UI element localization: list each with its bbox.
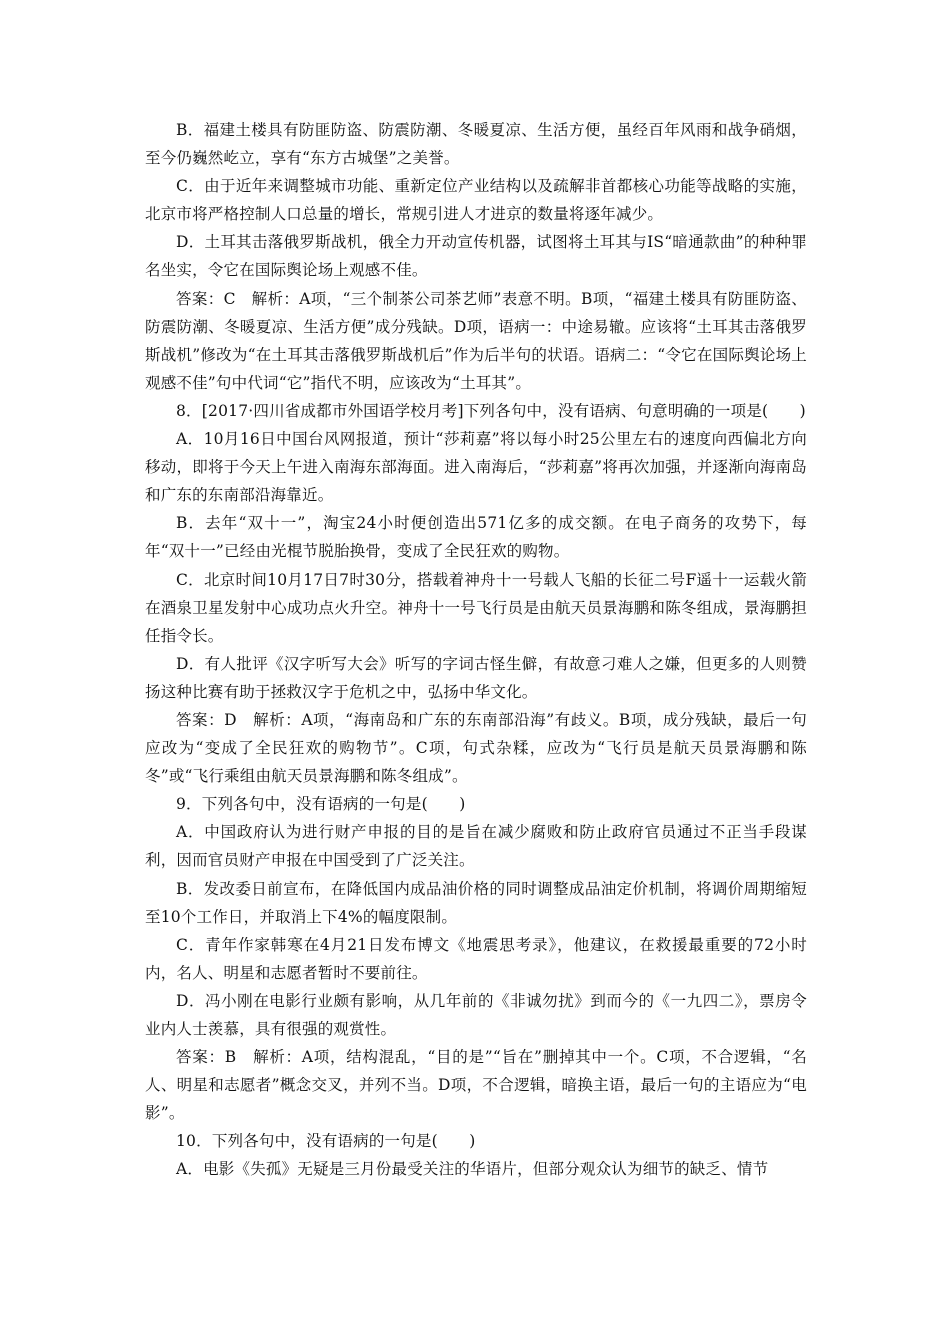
option-d-paragraph: D．土耳其击落俄罗斯战机，俄全力开动宣传机器，试图将土耳其与IS“暗通款曲”的种种罪名坐实，令它在国际舆论场上观感不佳。 xyxy=(145,233,807,280)
question-8-option-d: D．有人批评《汉字听写大会》听写的字词古怪生僻，有故意刁难人之嫌，但更多的人则赞扬这种比赛有助于拯救汉字于危机之中，弘扬中华文化。 xyxy=(145,654,807,701)
question-8-option-a: A．10月16日中国台风网报道，预计“莎莉嘉”将以每小时25公里左右的速度向西偏北方向移动，即将于今天上午进入南海东部海面。进入南海后，“莎莉嘉”将再次加强，并逐渐向海南岛和广东的东南部沿海靠近。 xyxy=(145,430,807,505)
document-body xyxy=(145,116,807,1184)
question-9-option-b: B．发改委日前宣布，在降低国内成品油价格的同时调整成品油定价机制，将调价周期缩短至10个工作日，并取消上下4%的幅度限制。 xyxy=(145,879,807,926)
question-10: 10．下列各句中，没有语病的一句是( ) xyxy=(176,1132,476,1151)
option-b-paragraph: B．福建土楼具有防匪防盗、防震防潮、冬暖夏凉、生活方便，虽经百年风雨和战争硝烟，至今仍巍然屹立，享有“东方古城堡”之美誉。 xyxy=(145,121,807,168)
question-8-answer: 答案：D 解析：A项，“海南岛和广东的东南部沿海”有歧义。B项，成分残缺，最后一句应改为“变成了全民狂欢的购物节”。C项，句式杂糅，应改为“飞行员是航天员景海鹏和陈冬”或“飞行乘组由航天员景海鹏和陈冬组成”。 xyxy=(145,710,807,786)
question-10-option-a: A．电影《失孤》无疑是三月份最受关注的华语片，但部分观众认为细节的缺乏、情节 xyxy=(176,1160,769,1179)
question-8: 8．[2017·四川省成都市外国语学校月考]下列各句中，没有语病、句意明确的一项是( ) xyxy=(176,401,806,420)
question-9-option-c: C．青年作家韩寒在4月21日发布博文《地震思考录》，他建议，在救援最重要的72小时内，名人、明星和志愿者暂时不要前往。 xyxy=(145,935,807,982)
answer-paragraph: 答案：C 解析：A项，“三个制茶公司茶艺师”表意不明。B项，“福建土楼具有防匪防盗、防震防潮、冬暖夏凉、生活方便”成分残缺。D项，语病一：中途易辙。应该将“土耳其击落俄罗斯战机”修改为“在土耳其击落俄罗斯战机后”作为后半句的状语。语病二：“令它在国际舆论场上观感不佳”句中代词“它”指代不明，应该改为“土耳其”。 xyxy=(145,289,807,392)
question-9-answer: 答案：B 解析：A项，结构混乱，“目的是”“旨在”删掉其中一个。C项，不合逻辑，“名人、明星和志愿者”概念交叉，并列不当。D项，不合逻辑，暗换主语，最后一句的主语应为“电影”。 xyxy=(145,1048,807,1123)
question-8-option-c: C．北京时间10月17日7时30分，搭载着神舟十一号载人飞船的长征二号F遥十一运载火箭在酒泉卫星发射中心成功点火升空。神舟十一号飞行员是由航天员景海鹏和陈冬组成，景海鹏担任指令长。 xyxy=(145,570,807,645)
question-9-option-d: D．冯小刚在电影行业颇有影响，从几年前的《非诚勿扰》到而今的《一九四二》，票房令业内人士羡慕，具有很强的观赏性。 xyxy=(145,991,807,1038)
question-8-option-b: B．去年“双十一”，淘宝24小时便创造出571亿多的成交额。在电子商务的攻势下，每年“双十一”已经由光棍节脱胎换骨，变成了全民狂欢的购物。 xyxy=(145,514,807,561)
question-9-option-a: A．中国政府认为进行财产申报的目的是旨在减少腐败和防止政府官员通过不正当手段谋利，因而官员财产申报在中国受到了广泛关注。 xyxy=(145,823,807,870)
question-9: 9．下列各句中，没有语病的一句是( ) xyxy=(176,795,466,814)
option-c-paragraph: C．由于近年来调整城市功能、重新定位产业结构以及疏解非首都核心功能等战略的实施，北京市将严格控制人口总量的增长，常规引进人才进京的数量将逐年减少。 xyxy=(145,177,807,224)
